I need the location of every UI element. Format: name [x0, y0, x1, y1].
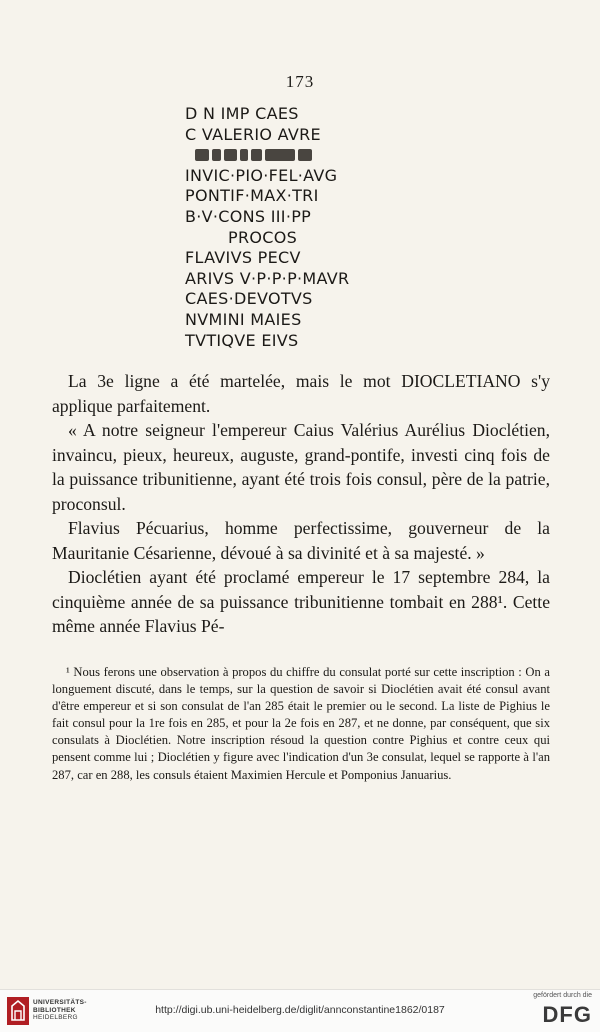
- inscription-line: INVIC·PIO·FEL·AVG: [185, 165, 338, 185]
- erased-inscription-line: [185, 145, 385, 166]
- inscription-line: PROCOS: [228, 227, 298, 247]
- page-number: 173: [285, 72, 315, 91]
- paragraph: Dioclétien ayant été proclamé empereur le 17 septembre 284, la cinquième année de sa puissance tribunitienne tombait en 288¹. Cette même année Flavius Pé-: [52, 567, 550, 636]
- inscription-line: D N IMP CAES: [185, 104, 299, 123]
- paragraph: « A notre seigneur l'empereur Caius Valérius Aurélius Dioclétien, invaincu, pieux, heureux, auguste, grand-pontife, investi cinq fois de la puissance tribunitienne, ayant été trois fois consul, père de la patrie, proconsul.: [52, 420, 550, 514]
- inscription-line: FLAVIVS PECV: [185, 248, 301, 268]
- latin-inscription: [185, 104, 385, 351]
- inscription-line: TVTIQVE EIVS: [185, 330, 299, 350]
- inscription-line: PONTIF·MAX·TRI: [185, 186, 319, 206]
- footnote: ¹ Nous ferons une observation à propos du chiffre du consulat porté sur cette inscription : On a longuement discuté, dans le temps, sur la question de savoir si Dioclétien avait été consul avant d'être empereur et si son consulat de l'an 285 était le premier ou le second. La liste de Pighius le fait consul pour la 1re fois en 285, et pour la 2e fois en 287, et ne donne, par conséquent, que six consulats à Dioclétien. Notre inscription résoud la question contre Pighius et contre ceux qui pensent comme lui ; Dioclétien y figure avec l'indication d'un 3e consulat, lequel se rapporte à l'an 287, car en 288, les consuls étaient Maximien Hercule et Pomponius Januarius.: [52, 665, 550, 782]
- viewer-footer: [0, 989, 600, 1032]
- body-text: [52, 369, 550, 639]
- inscription-line: B·V·CONS III·PP: [185, 206, 312, 226]
- paragraph: Flavius Pécuarius, homme perfectissime, gouverneur de la Mauritanie Césarienne, dévoué à sa divinité et à sa majesté. »: [52, 518, 550, 563]
- inscription-line: CAES·DEVOTVS: [185, 289, 313, 309]
- funded-by-label: gefördert durch die: [533, 992, 592, 999]
- inscription-line: ARIVS V·P·P·P·MAVR: [185, 268, 350, 288]
- inscription-line: C VALERIO AVRE: [185, 124, 321, 144]
- inscription-line: NVMINI MAIES: [185, 309, 302, 329]
- library-name: UNIVERSITÄTS- BIBLIOTHEK HEIDELBERG: [33, 999, 87, 1021]
- paragraph: La 3e ligne a été martelée, mais le mot DIOCLETIANO s'y applique parfaitement.: [52, 371, 550, 416]
- permalink-url[interactable]: http://digi.ub.uni-heidelberg.de/diglit/annconstantine1862/0187: [155, 1004, 445, 1016]
- dfg-logo: DFG: [542, 1002, 592, 1027]
